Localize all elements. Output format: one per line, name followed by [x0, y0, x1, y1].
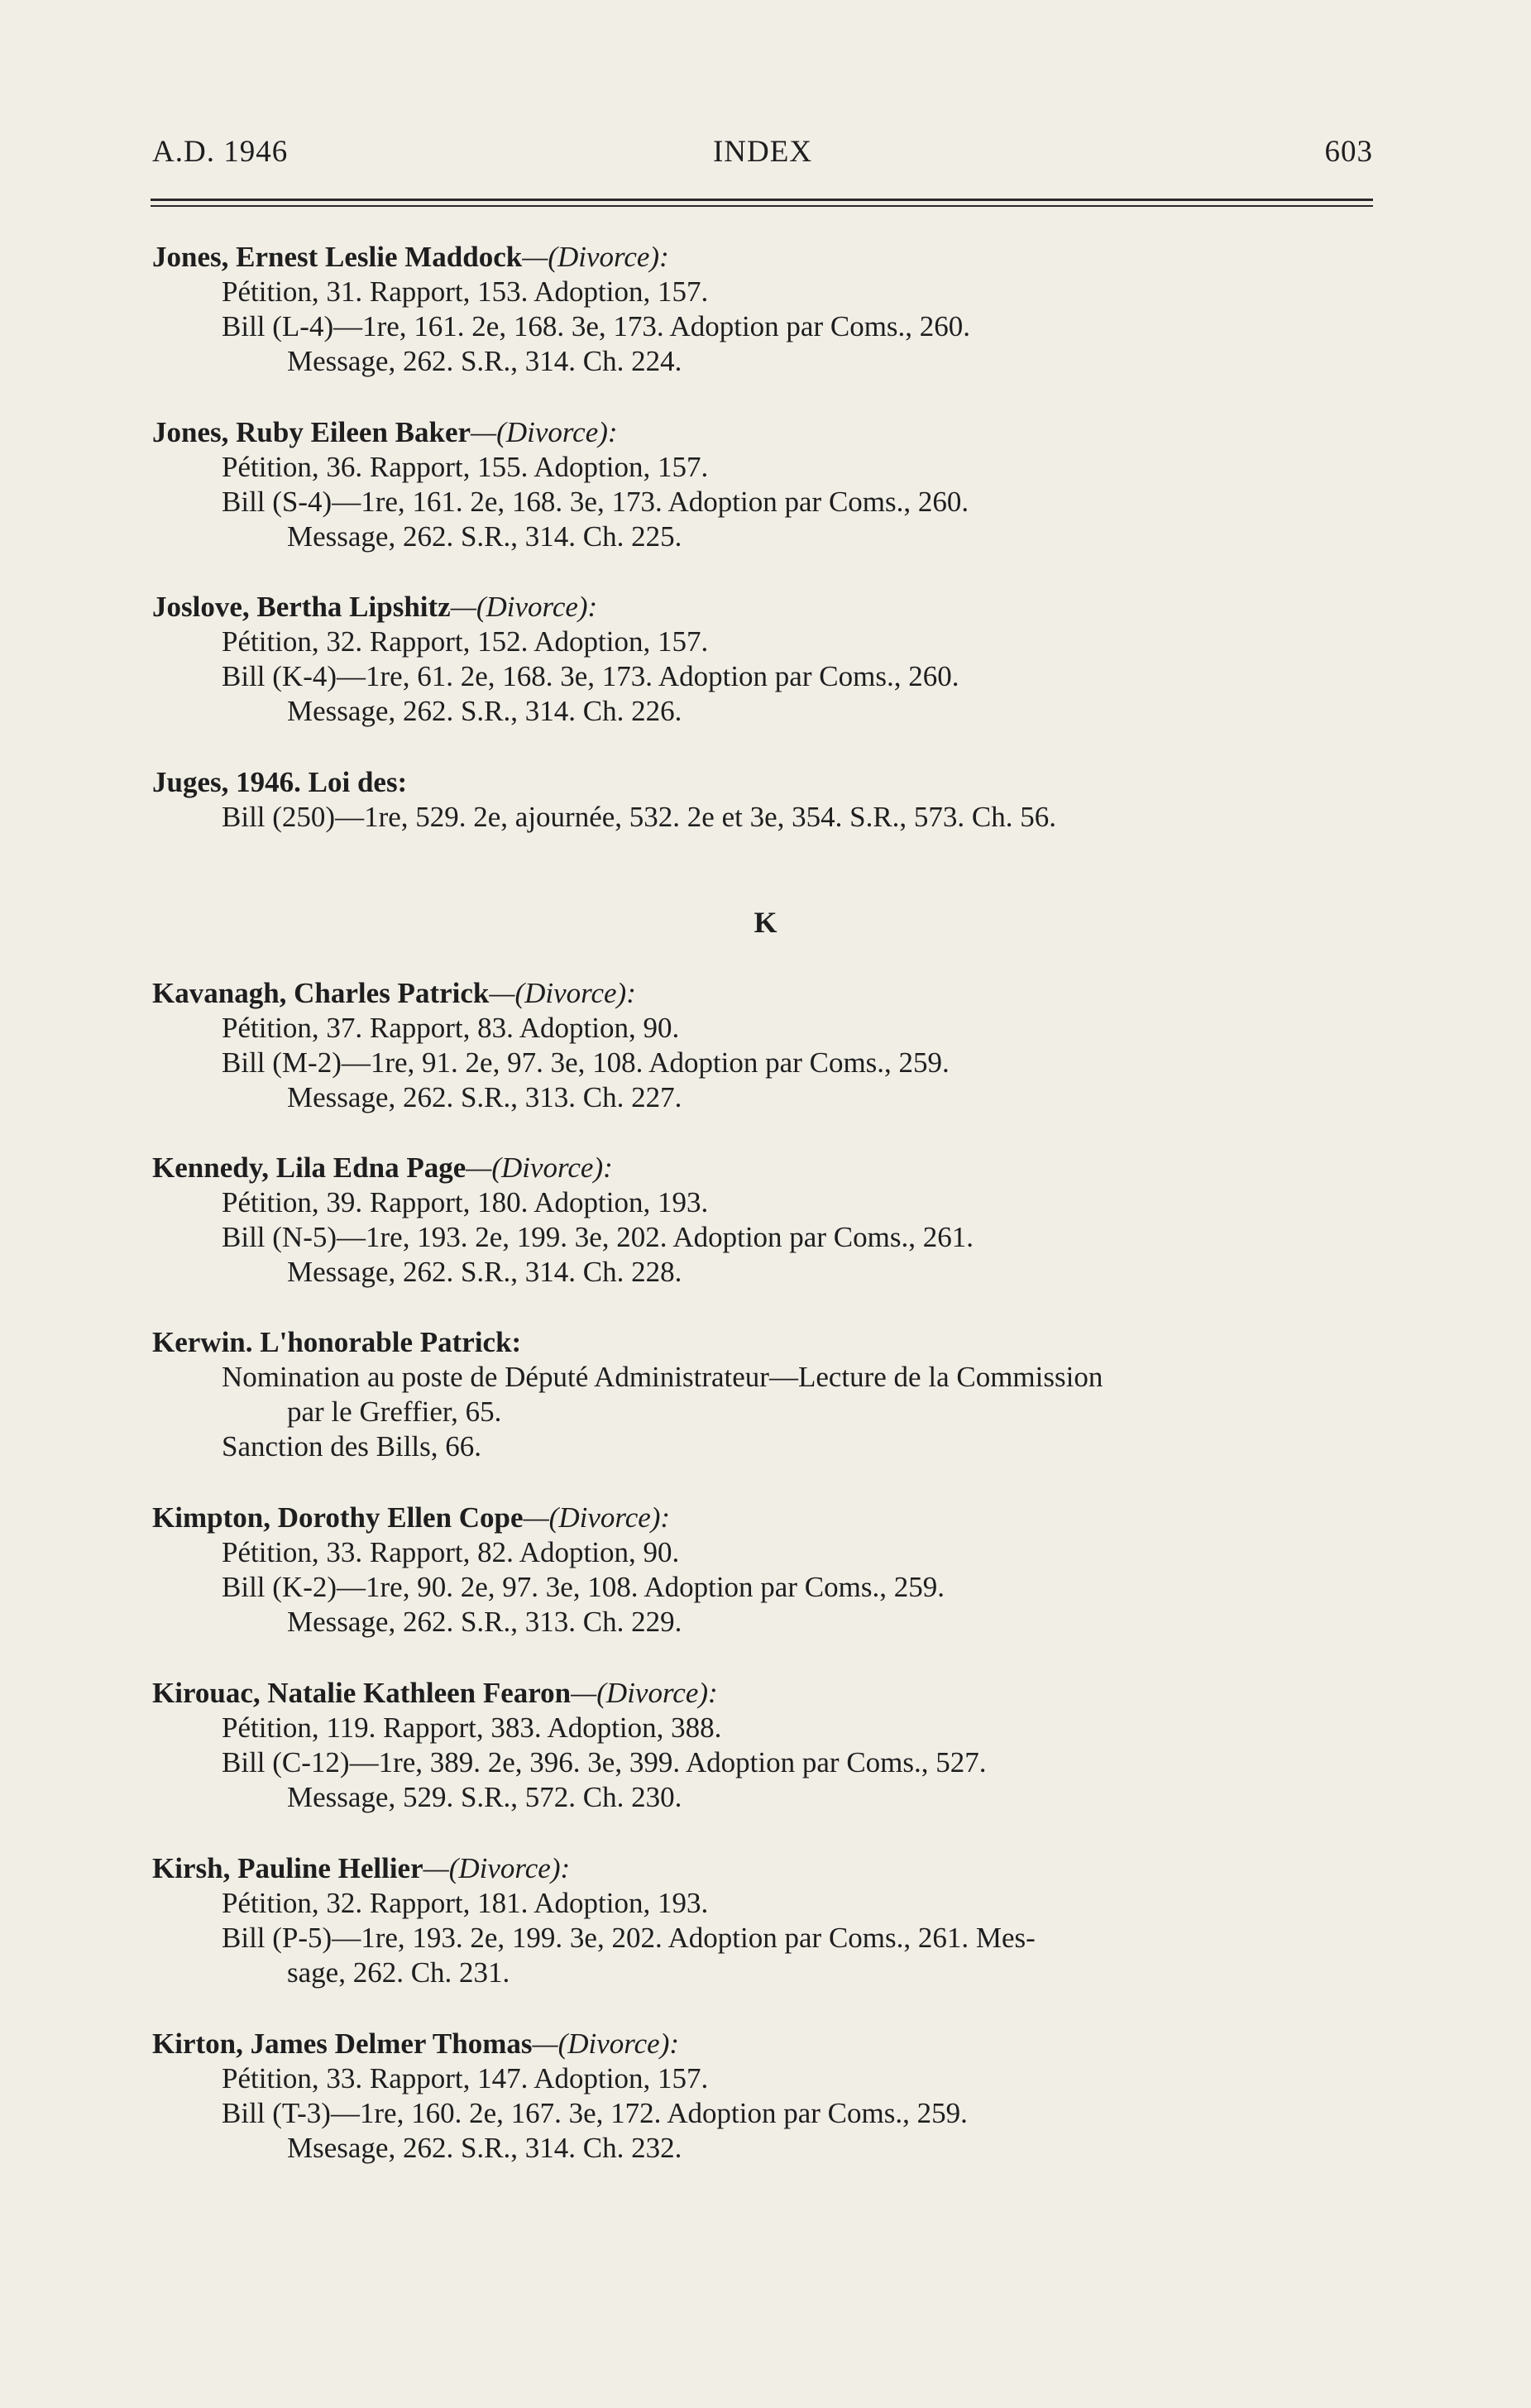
entry-line: Bill (S-4)—1re, 161. 2e, 168. 3e, 173. Adoption par Coms., 260. [222, 486, 969, 518]
index-entry [152, 765, 1376, 835]
entry-line: Message, 262. S.R., 313. Ch. 229. [287, 1606, 682, 1638]
entry-line: Pétition, 31. Rapport, 153. Adoption, 157. [222, 275, 709, 308]
entry-line: par le Greffier, 65. [287, 1395, 502, 1428]
entry-line: Pétition, 39. Rapport, 180. Adoption, 193. [222, 1186, 709, 1218]
entry-tag: —(Divorce): [522, 241, 669, 273]
index-entry [152, 1851, 1376, 1990]
entry-tag: —(Divorce): [423, 1852, 571, 1884]
page-number: 603 [1324, 135, 1373, 169]
entry-line: Message, 262. S.R., 314. Ch. 225. [287, 520, 682, 553]
entry-line: Bill (L-4)—1re, 161. 2e, 168. 3e, 173. Adoption par Coms., 260. [222, 310, 971, 342]
header-rule-bottom [151, 205, 1373, 207]
entry-name: Kennedy, Lila Edna Page [152, 1151, 466, 1184]
header-rule-top [151, 199, 1373, 201]
entry-line: Bill (C-12)—1re, 389. 2e, 396. 3e, 399. Adoption par Coms., 527. [222, 1746, 987, 1778]
entry-line: Pétition, 37. Rapport, 83. Adoption, 90. [222, 1012, 680, 1044]
entry-line: Pétition, 32. Rapport, 152. Adoption, 157. [222, 625, 709, 658]
entry-name: Kirsh, Pauline Hellier [152, 1852, 423, 1884]
entry-tag: —(Divorce): [489, 977, 636, 1009]
entry-tag: —(Divorce): [471, 416, 618, 448]
entry-line: Nomination au poste de Député Administrateur—Lecture de la Commission [222, 1361, 1103, 1393]
index-entry [152, 976, 1376, 1115]
entry-line: Pétition, 36. Rapport, 155. Adoption, 157. [222, 451, 709, 483]
index-entry [152, 240, 1376, 379]
index-entry [152, 590, 1376, 729]
entry-name: Juges, 1946. Loi des: [152, 766, 408, 798]
entry-line: Bill (250)—1re, 529. 2e, ajournée, 532. 2e et 3e, 354. S.R., 573. Ch. 56. [222, 801, 1057, 833]
entry-line: Sanction des Bills, 66. [222, 1430, 482, 1463]
header-title: INDEX [712, 135, 813, 169]
entry-line: Bill (K-2)—1re, 90. 2e, 97. 3e, 108. Adoption par Coms., 259. [222, 1571, 945, 1603]
entry-line: Message, 529. S.R., 572. Ch. 230. [287, 1781, 682, 1813]
entry-tag: —(Divorce): [523, 1501, 671, 1534]
entry-line: Pétition, 33. Rapport, 82. Adoption, 90. [222, 1536, 680, 1568]
entry-line: Bill (N-5)—1re, 193. 2e, 199. 3e, 202. Adoption par Coms., 261. [222, 1221, 974, 1253]
entry-line: sage, 262. Ch. 231. [287, 1956, 510, 1989]
index-entry [152, 2027, 1376, 2166]
entry-line: Bill (T-3)—1re, 160. 2e, 167. 3e, 172. Adoption par Coms., 259. [222, 2097, 968, 2129]
entry-tag: —(Divorce): [450, 591, 598, 623]
section-letter: K [754, 906, 777, 939]
header-year: A.D. 1946 [152, 135, 289, 169]
entry-tag: —(Divorce): [571, 1677, 718, 1709]
entry-name: Kavanagh, Charles Patrick [152, 977, 490, 1009]
entry-line: Bill (K-4)—1re, 61. 2e, 168. 3e, 173. Adoption par Coms., 260. [222, 660, 959, 692]
entry-line: Message, 262. S.R., 314. Ch. 226. [287, 695, 682, 727]
entry-name: Kirouac, Natalie Kathleen Fearon [152, 1677, 572, 1709]
index-entry [152, 1151, 1376, 1290]
entry-line: Message, 262. S.R., 314. Ch. 224. [287, 345, 682, 377]
entry-name: Kimpton, Dorothy Ellen Cope [152, 1501, 524, 1534]
page-header [152, 134, 1373, 184]
entry-name: Jones, Ruby Eileen Baker [152, 416, 471, 448]
entry-line: Msesage, 262. S.R., 314. Ch. 232. [287, 2132, 682, 2164]
entry-tag: —(Divorce): [532, 2027, 680, 2060]
entry-name: Jones, Ernest Leslie Maddock [152, 241, 523, 273]
entry-name: Kerwin. L'honorable Patrick: [152, 1326, 522, 1358]
entry-name: Joslove, Bertha Lipshitz [152, 591, 451, 623]
entry-line: Pétition, 32. Rapport, 181. Adoption, 193. [222, 1887, 709, 1919]
entry-line: Pétition, 33. Rapport, 147. Adoption, 157. [222, 2062, 709, 2094]
index-entry [152, 1676, 1376, 1815]
entry-name: Kirton, James Delmer Thomas [152, 2027, 533, 2060]
index-entry [152, 1325, 1376, 1464]
index-entry [152, 1501, 1376, 1640]
entry-line: Pétition, 119. Rapport, 383. Adoption, 388. [222, 1711, 722, 1744]
entry-line: Message, 262. S.R., 313. Ch. 227. [287, 1081, 682, 1113]
entry-line: Bill (P-5)—1re, 193. 2e, 199. 3e, 202. Adoption par Coms., 261. Mes- [222, 1922, 1036, 1954]
index-entry [152, 415, 1376, 554]
entry-tag: —(Divorce): [466, 1151, 613, 1184]
entry-line: Message, 262. S.R., 314. Ch. 228. [287, 1256, 682, 1288]
entry-line: Bill (M-2)—1re, 91. 2e, 97. 3e, 108. Adoption par Coms., 259. [222, 1046, 950, 1079]
